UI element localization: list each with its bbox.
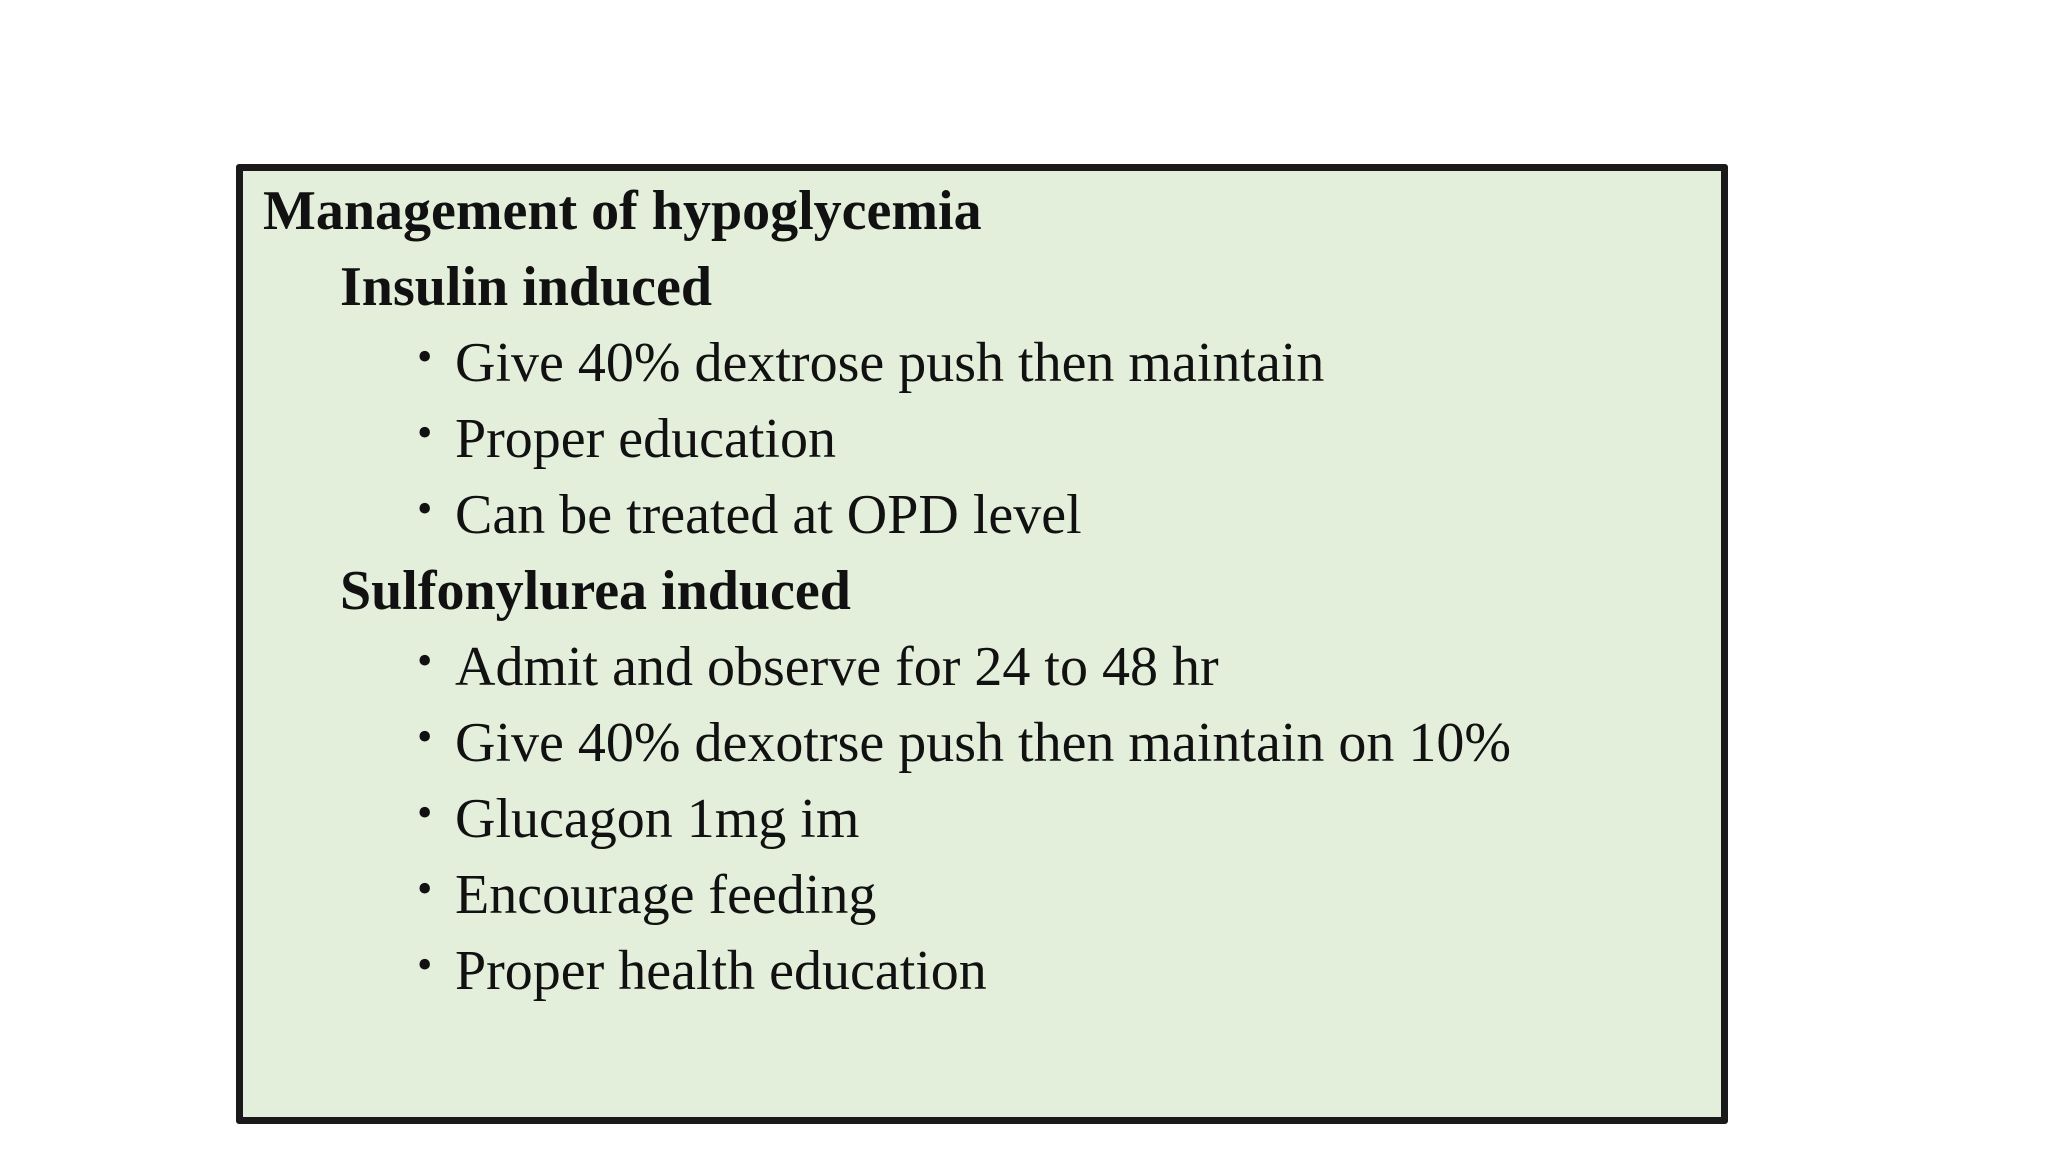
list-item xyxy=(263,477,1721,553)
list-item xyxy=(263,629,1721,705)
bullet-icon: • xyxy=(417,712,433,761)
bullet-icon: • xyxy=(417,864,433,913)
section-heading-sulfonylurea: Sulfonylurea induced xyxy=(340,560,851,622)
bullet-text: Give 40% dextrose push then maintain xyxy=(455,332,1325,394)
list-item xyxy=(263,781,1721,857)
bullet-text: Proper health education xyxy=(455,940,987,1002)
bullet-text: Encourage feeding xyxy=(455,864,877,926)
section-heading-insulin: Insulin induced xyxy=(340,256,712,318)
content-box xyxy=(236,164,1728,1124)
bullet-text: Can be treated at OPD level xyxy=(455,484,1082,546)
bullet-icon: • xyxy=(417,636,433,685)
bullet-icon: • xyxy=(417,940,433,989)
list-item xyxy=(263,933,1721,1009)
bullet-icon: • xyxy=(417,484,433,533)
bullet-text: Admit and observe for 24 to 48 hr xyxy=(455,636,1219,698)
slide-title: Management of hypoglycemia xyxy=(263,180,982,242)
bullet-icon: • xyxy=(417,408,433,457)
list-item xyxy=(263,325,1721,401)
list-item xyxy=(263,401,1721,477)
list-item xyxy=(263,705,1721,781)
bullet-text: Glucagon 1mg im xyxy=(455,788,860,850)
bullet-icon: • xyxy=(417,788,433,837)
bullet-icon: • xyxy=(417,332,433,381)
slide-content xyxy=(263,173,1721,1009)
bullet-text: Proper education xyxy=(455,408,836,470)
list-item xyxy=(263,857,1721,933)
bullet-text: Give 40% dexotrse push then maintain on 10% xyxy=(455,712,1512,774)
